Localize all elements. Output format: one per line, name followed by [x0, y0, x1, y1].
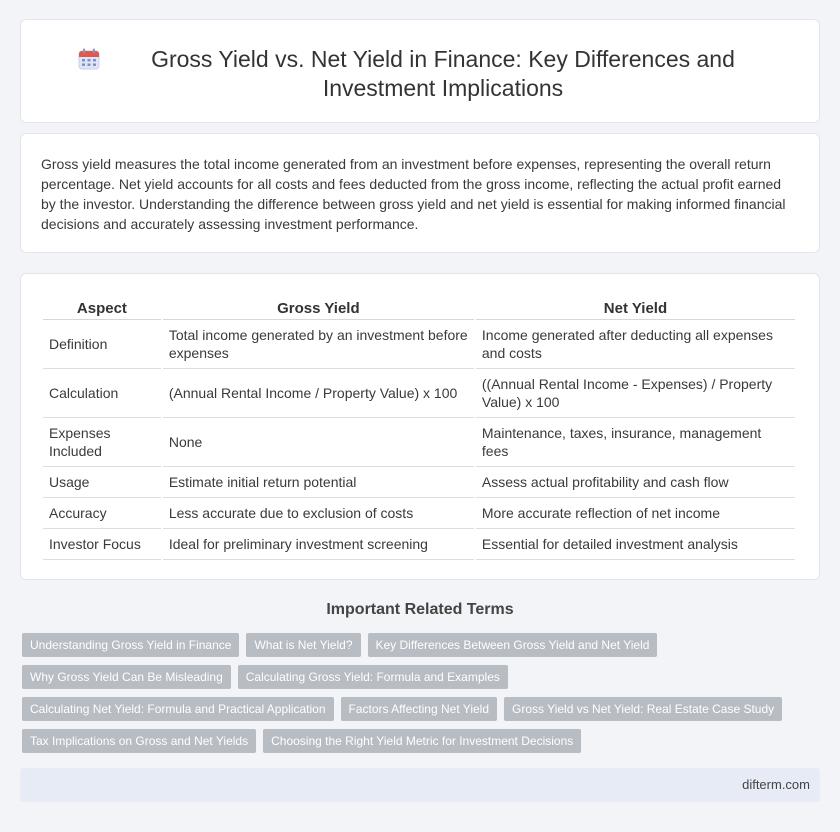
- row-aspect: Definition: [43, 320, 161, 369]
- row-net: Income generated after deducting all expenses and costs: [476, 320, 795, 369]
- related-tag[interactable]: Choosing the Right Yield Metric for Investment Decisions: [263, 729, 581, 753]
- related-tag[interactable]: Why Gross Yield Can Be Misleading: [22, 665, 231, 689]
- header-net-yield: Net Yield: [476, 296, 795, 320]
- row-net: Essential for detailed investment analysis: [476, 529, 795, 560]
- calendar-icon: [77, 47, 101, 71]
- header-aspect: Aspect: [43, 296, 161, 320]
- footer-bar: [20, 768, 820, 802]
- related-terms-heading: Important Related Terms: [326, 601, 514, 618]
- intro-card: [20, 133, 820, 253]
- title-card: [20, 19, 820, 123]
- related-tag[interactable]: Calculating Net Yield: Formula and Practical Application: [22, 697, 334, 721]
- row-aspect: Usage: [43, 467, 161, 498]
- footer-site-link[interactable]: difterm.com: [742, 777, 810, 792]
- comparison-table: [41, 296, 797, 560]
- row-aspect: Investor Focus: [43, 529, 161, 560]
- comparison-card: [20, 273, 820, 580]
- related-tags: [22, 633, 822, 761]
- page-title: Gross Yield vs. Net Yield in Finance: Key Differences and Investment Implications: [151, 46, 735, 101]
- table-row: [43, 320, 795, 369]
- row-net: Assess actual profitability and cash flow: [476, 467, 795, 498]
- related-tag[interactable]: Gross Yield vs Net Yield: Real Estate Case Study: [504, 697, 782, 721]
- title-wrap: [21, 20, 819, 103]
- table-row: [43, 498, 795, 529]
- row-aspect: Calculation: [43, 369, 161, 418]
- table-row: [43, 369, 795, 418]
- related-tag[interactable]: What is Net Yield?: [246, 633, 360, 657]
- related-tag[interactable]: Calculating Gross Yield: Formula and Examples: [238, 665, 508, 689]
- related-tag[interactable]: Key Differences Between Gross Yield and Net Yield: [368, 633, 658, 657]
- tag-row: [22, 665, 822, 689]
- related-tag[interactable]: Factors Affecting Net Yield: [341, 697, 498, 721]
- table-row: [43, 418, 795, 467]
- row-gross: None: [163, 418, 474, 467]
- row-aspect: Accuracy: [43, 498, 161, 529]
- related-tag[interactable]: Tax Implications on Gross and Net Yields: [22, 729, 256, 753]
- table-row: [43, 529, 795, 560]
- tag-row: [22, 729, 822, 753]
- tag-row: [22, 697, 822, 721]
- row-gross: Less accurate due to exclusion of costs: [163, 498, 474, 529]
- row-net: More accurate reflection of net income: [476, 498, 795, 529]
- row-gross: Total income generated by an investment before expenses: [163, 320, 474, 369]
- tag-row: [22, 633, 822, 657]
- intro-paragraph: Gross yield measures the total income generated from an investment before expenses, representing the overall return percentage. Net yield accounts for all costs and fees deducted from the gross income, reflecting the actual profit earned by the investor. Understanding the difference between gross yield and net yield is essential for making informed financial decisions and accurately assessing investment performance.: [41, 156, 786, 232]
- table-row: [43, 467, 795, 498]
- row-gross: (Annual Rental Income / Property Value) x 100: [163, 369, 474, 418]
- row-gross: Ideal for preliminary investment screening: [163, 529, 474, 560]
- table-header-row: [43, 296, 795, 320]
- row-gross: Estimate initial return potential: [163, 467, 474, 498]
- row-net: Maintenance, taxes, insurance, management fees: [476, 418, 795, 467]
- row-aspect: Expenses Included: [43, 418, 161, 467]
- header-gross-yield: Gross Yield: [163, 296, 474, 320]
- row-net: ((Annual Rental Income - Expenses) / Property Value) x 100: [476, 369, 795, 418]
- related-tag[interactable]: Understanding Gross Yield in Finance: [22, 633, 239, 657]
